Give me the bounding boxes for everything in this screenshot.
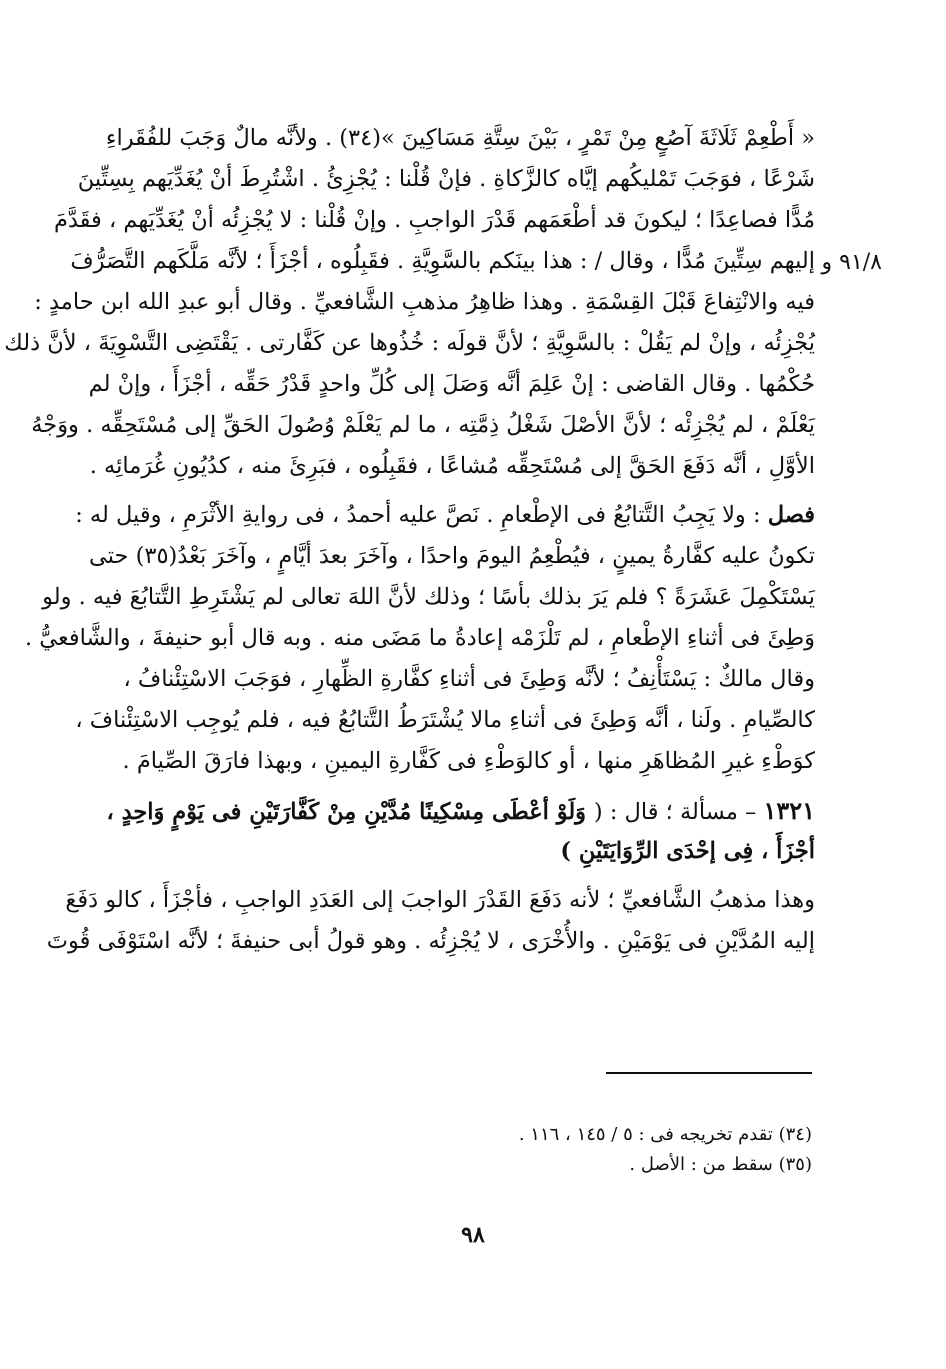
text-line: حُكْمُها . وقال القاضى : إنْ عَلِمَ أنَّه وَصَلَ إلى كُلِّ واحدٍ قَدْرُ حَقِّه ، أجْزَأَ ، وإنْ لم [88, 371, 815, 397]
text-line [75, 495, 815, 536]
footnote: (٣٤) تقدم تخريجه فى : ٥ / ١٤٥ ، ١١٦ . [518, 1124, 812, 1145]
text-line: كالصِّيامِ . ولَنا ، أنَّه وَطِئَ فى أثناءِ مالا يُشْتَرَطُ التَّتابُعُ فيه ، فلم يُوجِب الاسْتِئْنافَ ، [75, 707, 815, 733]
text-line [106, 790, 815, 831]
mas-ala-number: ١٣٢١ [763, 796, 815, 825]
text-line: إليه المُدَّيْنِ فى يَوْمَيْنِ . والأُخْرَى ، لا يُجْزِئُه . وهو قولُ أبى حنيفةَ ؛ لأنَّه اسْتَوْفَى قُوتَ [46, 928, 815, 954]
mas-ala-heading [106, 790, 815, 872]
text-line: يَعْلَمْ ، لم يُجْزِئْه ؛ لأنَّ الأصْلَ شَغْلُ ذِمَّتِه ، ما لم يَعْلَمْ وُصُولَ الحَقِّ إلى مُسْتَحِقِّه . ووَجْهُ [31, 412, 815, 438]
mas-ala-quote: وَلَوْ أعْطَى مِسْكِينًا مُدَّيْنِ مِنْ كَفَّارَتَيْنِ فى يَوْمٍ وَاحِدٍ ، [106, 799, 594, 825]
mas-ala-prefix: مسألة ؛ قال : ( [593, 799, 738, 825]
paragraph-3 [46, 880, 815, 962]
text-line: الأوَّلِ ، أنَّه دَفَعَ الحَقَّ إلى مُسْتَحِقِّه مُشاعًا ، فقَبِلُوه ، فبَرِئَ منه ، كدُيُونِ غُرَمائِه . [89, 453, 815, 479]
main-text [4, 118, 815, 962]
text-line: وَطِئَ فى أثناءِ الإطْعامِ ، لم تَلْزَمْه إعادةُ ما مَضَى منه . وبه قال أبو حنيفةَ ، والشَّافعيُّ . [25, 625, 815, 651]
section-label: فصل [767, 502, 815, 528]
text-line: يَسْتَكْمِلَ عَشَرَةً ؟ فلم يَرَ بذلك بأسًا ؛ وذلك لأنَّ اللهَ تعالى لم يَشْتَرِطِ التَّتابُعَ فيه . ولو [42, 584, 815, 610]
text-line: فيه والانْتِفاعَ قَبْلَ القِسْمَةِ . وهذا ظاهِرُ مذهبِ الشَّافعيِّ . وقال أبو عبدِ الله ابن حامدٍ : [34, 289, 815, 315]
footnote: (٣٥) سقط من : الأصل . [629, 1154, 812, 1175]
text-line: تكونُ عليه كفَّارةُ يمينٍ ، فيُطْعِمُ اليومَ واحدًا ، وآخَرَ بعدَ أيَّامٍ ، وآخَرَ بَعْدُ(٣٥) حتى [88, 543, 815, 569]
page-number: ٩٨ [461, 1222, 485, 1248]
footnote-separator [606, 1072, 812, 1074]
paragraph-1 [4, 118, 815, 487]
text-line: وقال مالكٌ : يَسْتَأْنِفُ ؛ لأنَّه وَطِئَ فى أثناءِ كفَّارةِ الظِّهارِ ، فوَجَبَ الاسْتِئْنافُ ، [123, 666, 815, 692]
text-line: شَرْعًا ، فوَجَبَ تَمْليكُهم إيَّاه كالزَّكاةِ . فإنْ قُلْنا : يُجْزِئُ . اشْتُرِطَ أنْ يُغَدِّيَهم بِسِتِّينَ [77, 166, 815, 192]
text-line: إليهم سِتِّينَ مُدًّا ، وقال / : هذا بينَكم بالسَّوِيَّةِ . فقَبِلُوه ، أجْزَأَ ؛ لأنَّه مَلَّكَهم التَّصَرُّفَ [70, 248, 815, 274]
margin-folio-reference: ٩١/٨ و [821, 250, 882, 275]
mas-ala-dash: – [737, 799, 764, 825]
footnotes [400, 1120, 812, 1180]
text-line: كوَطْءِ غيرِ المُظاهَرِ منها ، أو كالوَطْءِ فى كَفَّارةِ اليمينِ ، وبهذا فارَقَ الصِّيامَ . [122, 748, 815, 774]
mas-ala-quote-continued: أجْزَأَ ، فِى إحْدَى الرِّوَايَتَيْنِ ) [560, 838, 815, 864]
text-line: مُدًّا فصاعِدًا ؛ ليكونَ قد أطْعَمَهم قَدْرَ الواجبِ . وإنْ قُلْنا : لا يُجْزِئُه أنْ يُغَدِّيَهم ، فقَدَّمَ [53, 207, 815, 233]
text-line: « أَطْعِمْ ثَلَاثَةَ آصُعٍ مِنْ تَمْرٍ ، بَيْنَ سِتَّةِ مَسَاكِينَ »(٣٤) . ولأنَّه مالٌ وَجَبَ للفُقَراءِ [105, 125, 815, 151]
section-fasl [25, 495, 815, 782]
text-line: يُجْزِئُه ، وإنْ لم يَقُلْ : بالسَّوِيَّةِ ؛ لأنَّ قولَه : خُذُوها عن كَفَّارتى . يَقْتَضِى التَّسْوِيَةَ ، لأنَّ ذلك [4, 330, 815, 356]
text-line: وهذا مذهبُ الشَّافعيِّ ؛ لأنه دَفَعَ القَدْرَ الواجبَ إلى العَدَدِ الواجبِ ، فأجْزَأَ ، كالو دَفَعَ [65, 887, 815, 913]
section-first-line: : ولا يَجِبُ التَّتابُعُ فى الإطْعامِ . نَصَّ عليه أحمدُ ، فى روايةِ الأثْرَمِ ، وقيل له : [75, 502, 761, 528]
